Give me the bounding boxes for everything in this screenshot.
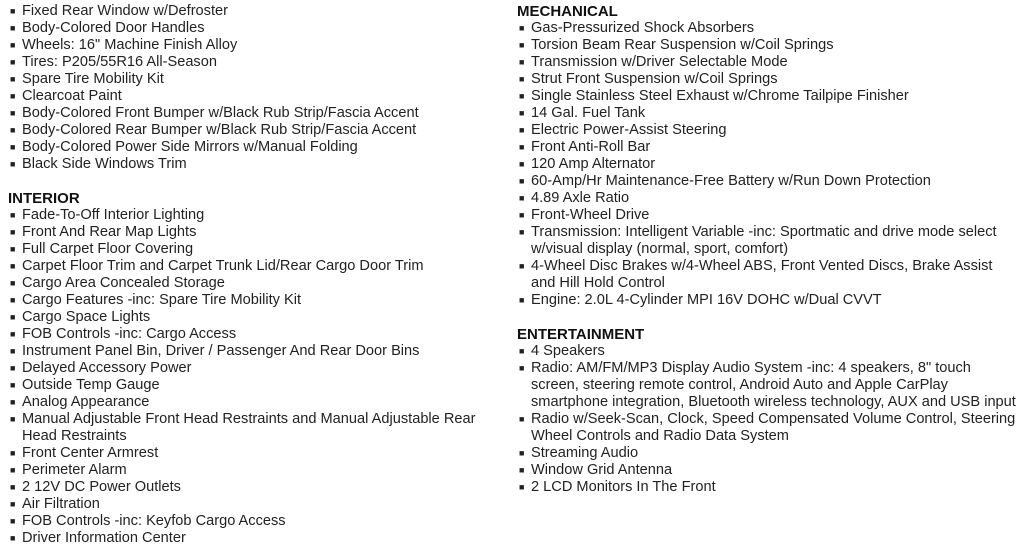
interior-item	[8, 343, 508, 360]
interior-item	[8, 445, 508, 462]
entertainment-heading: ENTERTAINMENT	[517, 326, 645, 343]
interior-item-text: Fade-To-Off Interior Lighting	[22, 207, 205, 223]
mechanical-item-text: Transmission: Intelligent Variable -inc: Sportmatic and drive mode select w/visual display (normal, sport, comfort)	[531, 224, 997, 257]
mechanical-item-text: Single Stainless Steel Exhaust w/Chrome Tailpipe Finisher	[531, 88, 909, 104]
mechanical-item-text: Electric Power-Assist Steering	[531, 122, 727, 138]
exterior-item-text: Body-Colored Power Side Mirrors w/Manual Folding	[22, 139, 358, 155]
mechanical-item	[517, 71, 1017, 88]
bullet-icon: ■	[519, 465, 525, 475]
bullet-icon: ■	[519, 125, 525, 135]
mechanical-item-text: 120 Amp Alternator	[531, 156, 656, 172]
interior-item-text: 2 12V DC Power Outlets	[22, 479, 181, 495]
mechanical-item-text: Torsion Beam Rear Suspension w/Coil Springs	[531, 37, 834, 53]
mechanical-heading: MECHANICAL	[517, 3, 618, 20]
bullet-icon: ■	[10, 278, 16, 288]
mechanical-item	[517, 190, 1017, 207]
mechanical-item-text: Strut Front Suspension w/Coil Springs	[531, 71, 778, 87]
bullet-icon: ■	[10, 482, 16, 492]
mechanical-item-text: 4-Wheel Disc Brakes w/4-Wheel ABS, Front Vented Discs, Brake Assist and Hill Hold Control	[531, 258, 993, 291]
exterior-item-text: Clearcoat Paint	[22, 88, 122, 104]
entertainment-item	[517, 343, 1017, 360]
interior-item-text: Driver Information Center	[22, 530, 186, 546]
entertainment-item	[517, 360, 1017, 411]
interior-item	[8, 479, 508, 496]
entertainment-item-text: Radio: AM/FM/MP3 Display Audio System -inc: 4 speakers, 8" touch screen, steering remote control, Android Auto and Apple CarPlay smartphone integration, Bluetooth wireless technology, AUX and USB input	[531, 360, 1016, 410]
exterior-item	[8, 3, 508, 20]
bullet-icon: ■	[10, 295, 16, 305]
bullet-icon: ■	[519, 414, 525, 424]
bullet-icon: ■	[519, 261, 525, 271]
bullet-icon: ■	[10, 397, 16, 407]
mechanical-item-text: Gas-Pressurized Shock Absorbers	[531, 20, 755, 36]
interior-heading: INTERIOR	[8, 190, 80, 207]
exterior-item-text: Spare Tire Mobility Kit	[22, 71, 164, 87]
exterior-item	[8, 71, 508, 88]
mechanical-item	[517, 292, 1017, 309]
exterior-item	[8, 37, 508, 54]
mechanical-item	[517, 258, 1017, 292]
interior-item-text: FOB Controls -inc: Cargo Access	[22, 326, 237, 342]
exterior-item	[8, 139, 508, 156]
bullet-icon: ■	[10, 499, 16, 509]
exterior-item-text: Body-Colored Door Handles	[22, 20, 205, 36]
exterior-item	[8, 54, 508, 71]
bullet-icon: ■	[519, 159, 525, 169]
interior-item	[8, 360, 508, 377]
entertainment-item-text: Window Grid Antenna	[531, 462, 673, 478]
mechanical-item-text: Front Anti-Roll Bar	[531, 139, 651, 155]
interior-item	[8, 530, 508, 547]
mechanical-item-text: Front-Wheel Drive	[531, 207, 650, 223]
interior-item-text: Outside Temp Gauge	[22, 377, 160, 393]
interior-item-text: Cargo Space Lights	[22, 309, 151, 325]
interior-item	[8, 377, 508, 394]
bullet-icon: ■	[10, 23, 16, 33]
bullet-icon: ■	[10, 516, 16, 526]
exterior-item	[8, 122, 508, 139]
bullet-icon: ■	[10, 312, 16, 322]
interior-item-text: Delayed Accessory Power	[22, 360, 192, 376]
bullet-icon: ■	[10, 125, 16, 135]
mechanical-item-text: 60-Amp/Hr Maintenance-Free Battery w/Run Down Protection	[531, 173, 931, 189]
interior-item-text: Full Carpet Floor Covering	[22, 241, 194, 257]
right-column	[517, 3, 1017, 496]
entertainment-item-text: Radio w/Seek-Scan, Clock, Speed Compensated Volume Control, Steering Wheel Controls and Radio Data System	[531, 411, 1016, 444]
exterior-item	[8, 105, 508, 122]
bullet-icon: ■	[519, 40, 525, 50]
bullet-icon: ■	[10, 210, 16, 220]
bullet-icon: ■	[10, 380, 16, 390]
mechanical-item	[517, 207, 1017, 224]
bullet-icon: ■	[10, 414, 16, 424]
mechanical-list	[517, 20, 1017, 309]
bullet-icon: ■	[519, 176, 525, 186]
entertainment-item	[517, 411, 1017, 445]
bullet-icon: ■	[10, 329, 16, 339]
interior-item	[8, 258, 508, 275]
bullet-icon: ■	[10, 363, 16, 373]
bullet-icon: ■	[519, 295, 525, 305]
interior-item-text: Manual Adjustable Front Head Restraints and Manual Adjustable Rear Head Restraints	[22, 411, 476, 444]
bullet-icon: ■	[10, 261, 16, 271]
bullet-icon: ■	[10, 533, 16, 543]
mechanical-item-text: 14 Gal. Fuel Tank	[531, 105, 646, 121]
exterior-item	[8, 20, 508, 37]
mechanical-item-text: Transmission w/Driver Selectable Mode	[531, 54, 788, 70]
mechanical-item	[517, 37, 1017, 54]
bullet-icon: ■	[519, 74, 525, 84]
interior-item	[8, 411, 508, 445]
mechanical-item	[517, 122, 1017, 139]
bullet-icon: ■	[10, 159, 16, 169]
exterior-item-text: Body-Colored Front Bumper w/Black Rub Strip/Fascia Accent	[22, 105, 419, 121]
mechanical-item	[517, 54, 1017, 71]
bullet-icon: ■	[10, 346, 16, 356]
bullet-icon: ■	[519, 142, 525, 152]
interior-item-text: Analog Appearance	[22, 394, 150, 410]
mechanical-item	[517, 224, 1017, 258]
exterior-item	[8, 88, 508, 105]
interior-list	[8, 207, 508, 547]
mechanical-item	[517, 173, 1017, 190]
mechanical-item	[517, 105, 1017, 122]
mechanical-item	[517, 156, 1017, 173]
bullet-icon: ■	[10, 465, 16, 475]
bullet-icon: ■	[10, 57, 16, 67]
left-column	[8, 3, 508, 547]
exterior-item-text: Fixed Rear Window w/Defroster	[22, 3, 228, 19]
bullet-icon: ■	[10, 142, 16, 152]
bullet-icon: ■	[519, 227, 525, 237]
entertainment-item-text: Streaming Audio	[531, 445, 639, 461]
exterior-list	[8, 3, 508, 173]
bullet-icon: ■	[519, 193, 525, 203]
interior-item-text: Carpet Floor Trim and Carpet Trunk Lid/Rear Cargo Door Trim	[22, 258, 424, 274]
exterior-item-text: Tires: P205/55R16 All-Season	[22, 54, 217, 70]
interior-item-text: Front Center Armrest	[22, 445, 159, 461]
bullet-icon: ■	[10, 6, 16, 16]
interior-item	[8, 292, 508, 309]
exterior-item-text: Wheels: 16" Machine Finish Alloy	[22, 37, 238, 53]
mechanical-item	[517, 88, 1017, 105]
bullet-icon: ■	[519, 91, 525, 101]
entertainment-item	[517, 479, 1017, 496]
exterior-item	[8, 156, 508, 173]
entertainment-item-text: 2 LCD Monitors In The Front	[531, 479, 716, 495]
exterior-item-text: Black Side Windows Trim	[22, 156, 187, 172]
bullet-icon: ■	[10, 74, 16, 84]
bullet-icon: ■	[519, 57, 525, 67]
interior-item	[8, 326, 508, 343]
entertainment-item	[517, 445, 1017, 462]
bullet-icon: ■	[10, 108, 16, 118]
interior-item-text: Cargo Features -inc: Spare Tire Mobility Kit	[22, 292, 302, 308]
bullet-icon: ■	[519, 108, 525, 118]
interior-item	[8, 309, 508, 326]
mechanical-item	[517, 139, 1017, 156]
entertainment-item	[517, 462, 1017, 479]
entertainment-item-text: 4 Speakers	[531, 343, 605, 359]
interior-item-text: Front And Rear Map Lights	[22, 224, 197, 240]
interior-item	[8, 513, 508, 530]
bullet-icon: ■	[519, 363, 525, 373]
bullet-icon: ■	[10, 244, 16, 254]
interior-item-text: Perimeter Alarm	[22, 462, 127, 478]
interior-item	[8, 496, 508, 513]
exterior-item-text: Body-Colored Rear Bumper w/Black Rub Strip/Fascia Accent	[22, 122, 417, 138]
bullet-icon: ■	[10, 448, 16, 458]
bullet-icon: ■	[519, 482, 525, 492]
interior-item-text: Instrument Panel Bin, Driver / Passenger And Rear Door Bins	[22, 343, 420, 359]
interior-item-text: Cargo Area Concealed Storage	[22, 275, 225, 291]
entertainment-list	[517, 343, 1017, 496]
interior-item	[8, 462, 508, 479]
bullet-icon: ■	[10, 40, 16, 50]
mechanical-item	[517, 20, 1017, 37]
bullet-icon: ■	[519, 448, 525, 458]
interior-item-text: FOB Controls -inc: Keyfob Cargo Access	[22, 513, 286, 529]
mechanical-item-text: Engine: 2.0L 4-Cylinder MPI 16V DOHC w/Dual CVVT	[531, 292, 882, 308]
interior-item	[8, 394, 508, 411]
interior-item	[8, 275, 508, 292]
interior-item-text: Air Filtration	[22, 496, 100, 512]
interior-item	[8, 241, 508, 258]
bullet-icon: ■	[10, 91, 16, 101]
bullet-icon: ■	[519, 346, 525, 356]
mechanical-item-text: 4.89 Axle Ratio	[531, 190, 630, 206]
bullet-icon: ■	[519, 23, 525, 33]
bullet-icon: ■	[10, 227, 16, 237]
interior-item	[8, 224, 508, 241]
bullet-icon: ■	[519, 210, 525, 220]
interior-item	[8, 207, 508, 224]
